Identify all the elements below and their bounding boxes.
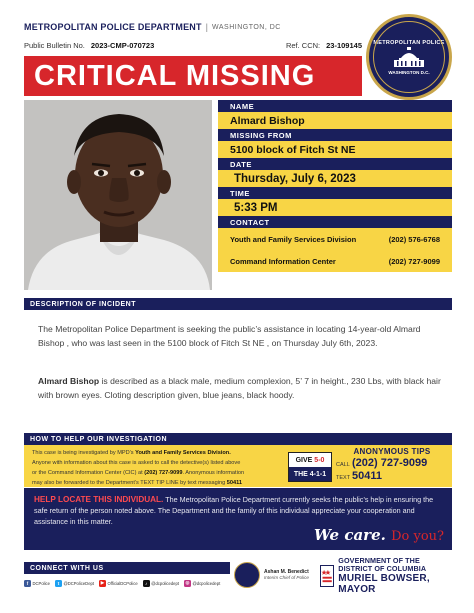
help-line: This case is being investigated by MPD’s — [32, 450, 136, 456]
call-label: CALL — [336, 462, 350, 468]
tips-text-number[interactable]: 50411 — [352, 470, 382, 482]
locate-heading: HELP LOCATE THIS INDIVIDUAL. — [34, 495, 164, 504]
text-tip-number[interactable]: 50411 — [226, 480, 242, 486]
locate-section — [24, 488, 452, 550]
we-care-text: We care. — [313, 526, 386, 544]
give-text: GIVE — [295, 456, 313, 464]
mayor-name: MURIEL BOWSER, MAYOR — [338, 573, 430, 595]
tips-call-number[interactable]: (202) 727-9099 — [352, 457, 428, 469]
person-name: Almard Bishop — [38, 376, 100, 386]
dc-government-logo — [320, 556, 454, 595]
badge-ring — [373, 21, 445, 93]
description-header: DESCRIPTION OF INCIDENT — [24, 298, 452, 310]
locate-text — [34, 494, 444, 527]
chief-name: Ashan M. Benedict — [264, 569, 309, 575]
missing-from-label: MISSING FROM — [218, 129, 452, 141]
physical-description-text: is described as a black male, medium complexion, 5’ 7 in height., 230 Lbs, with black hair with brown eyes. Cloting description given, blue jeans, black hoody. — [38, 376, 441, 400]
city-name: WASHINGTON, DC — [212, 23, 281, 31]
page-header — [24, 20, 364, 34]
cic-phone[interactable]: (202) 727-9099 — [144, 470, 183, 476]
social-link-instagram[interactable] — [184, 580, 220, 587]
social-handle: OfficialDCPolice — [107, 580, 138, 586]
portrait-image — [24, 100, 212, 290]
missing-from-value: 5100 block of Fitch St NE — [218, 141, 452, 158]
ccn-label: Ref. CCN: — [285, 40, 321, 50]
help-text — [32, 448, 294, 488]
time-label: TIME — [218, 187, 452, 199]
name-label: NAME — [218, 100, 452, 112]
chief-signature-block — [234, 560, 318, 590]
bulletin-number: 2023-CMP-070723 — [90, 40, 155, 50]
social-handle: @DCPoliceDept — [63, 580, 95, 586]
ccn-number: 23-109145 — [326, 40, 362, 50]
social-links — [24, 578, 230, 588]
contact-phone[interactable]: (202) 576-6768 — [388, 234, 440, 244]
give-411-text: THE 4-1-1 — [289, 467, 331, 481]
twitter-icon: t — [55, 580, 62, 587]
contact-name: Command Information Center — [230, 256, 336, 266]
bulletin-label: Public Bulletin No. — [24, 40, 85, 50]
details-panel — [218, 100, 452, 290]
contact-label: CONTACT — [218, 216, 452, 228]
chief-info — [264, 569, 309, 581]
contact-row — [218, 228, 452, 250]
social-handle: @dcpolicedept — [192, 580, 221, 586]
social-link-facebook[interactable] — [24, 580, 50, 587]
badge-bottom-text: WASHINGTON D.C. — [388, 69, 430, 75]
social-handle: DCPolice — [32, 580, 50, 586]
help-header: HOW TO HELP OUR INVESTIGATION — [24, 433, 452, 445]
dc-flag-icon — [320, 565, 334, 587]
facebook-icon: f — [24, 580, 31, 587]
help-box — [24, 445, 452, 487]
missing-person-photo — [24, 100, 212, 290]
youtube-icon: ▶ — [100, 580, 105, 585]
text-label: TEXT — [336, 475, 351, 481]
connect-header: CONNECT WITH US — [24, 562, 230, 574]
social-link-twitter[interactable] — [55, 580, 94, 587]
badge-top-text: METROPOLITAN POLICE — [373, 39, 445, 46]
gov-line: GOVERNMENT OF THE — [338, 556, 420, 565]
tiktok-icon: ♪ — [143, 580, 150, 587]
help-line: Anyone with information about this case is asked to call the detective(s) listed above — [32, 460, 241, 466]
chief-title: Interim Chief of Police — [264, 575, 309, 580]
social-link-tiktok[interactable] — [143, 580, 179, 587]
critical-missing-banner: CRITICAL MISSING — [24, 56, 362, 96]
date-value: Thursday, July 6, 2023 — [218, 170, 452, 187]
gov-line: DISTRICT OF COLUMBIA — [338, 564, 427, 573]
anonymous-tips — [336, 447, 448, 485]
locate-body: The Metropolitan Police Department currently seeks the public’s help in ensuring the safe return of the person noted above. The Department and the family of this individual appreciate your cooperation and assistance in this matter. — [34, 495, 434, 526]
contact-row — [218, 250, 452, 272]
help-line: . Anonymous information — [182, 470, 245, 476]
investigating-division: Youth and Family Services Division. — [135, 450, 231, 456]
give-number: 5-0 — [314, 456, 325, 464]
header-separator: | — [205, 22, 209, 32]
contact-phone[interactable]: (202) 727-9099 — [388, 256, 440, 266]
do-you-text: Do you? — [391, 529, 444, 544]
mpd-badge-logo — [366, 14, 452, 100]
physical-description-paragraph — [38, 374, 442, 402]
help-line: may also be forwarded to the Department’s TEXT TIP LINE by text messaging — [32, 480, 227, 486]
social-handle: @dcpolicedept — [151, 580, 179, 586]
dc-gov-text — [338, 557, 454, 595]
tips-header: ANONYMOUS TIPS — [353, 447, 431, 456]
we-care-slogan — [314, 526, 444, 544]
department-name: METROPOLITAN POLICE DEPARTMENT — [24, 22, 202, 32]
instagram-icon: ◎ — [185, 580, 190, 585]
give-5-0-logo — [288, 452, 332, 482]
name-value: Almard Bishop — [218, 112, 452, 129]
social-link-youtube[interactable] — [99, 580, 138, 587]
help-line: or the Command Information Center (CIC) at — [32, 470, 145, 476]
description-paragraph: The Metropolitan Police Department is seeking the public’s assistance in locating 14-year-old Almard Bishop , who was last seen in the 5100 block of Fitch St NE , on Thursday July 6th, 2023. — [38, 324, 421, 348]
bulletin-row — [24, 38, 362, 52]
contact-name: Youth and Family Services Division — [230, 234, 357, 244]
mpd-seal-icon — [234, 562, 260, 588]
time-value: 5:33 PM — [218, 199, 452, 216]
date-label: DATE — [218, 158, 452, 170]
